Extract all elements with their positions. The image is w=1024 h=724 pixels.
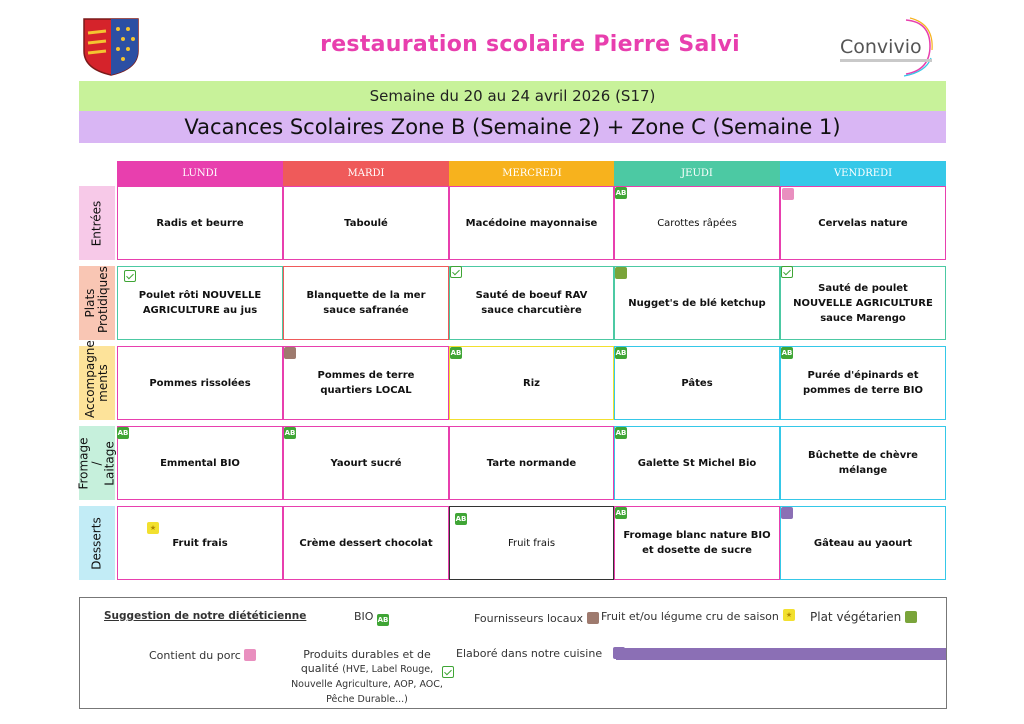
- bio-icon: AB: [377, 616, 389, 624]
- menu-cell: Blanquette de la mer sauce safranée: [283, 266, 449, 340]
- pork-icon: [244, 649, 256, 661]
- logo-text: Convivio: [840, 36, 922, 58]
- menu-cell: Pommes rissolées: [117, 346, 283, 420]
- vegetarian-icon: [615, 267, 627, 279]
- vegetarian-icon: [905, 611, 917, 623]
- bio-icon: AB: [450, 349, 462, 357]
- bio-icon: AB: [615, 429, 627, 437]
- convivio-logo: [836, 14, 936, 78]
- menu-cell: Tarte normande: [449, 426, 614, 500]
- menu-cell: Poulet rôti NOUVELLE AGRICULTURE au jus: [117, 266, 283, 340]
- menu-cell: Cervelas nature: [780, 186, 946, 260]
- bio-icon: AB: [615, 509, 627, 517]
- row-label-entrees: Entrées: [79, 186, 115, 260]
- legend-vegetarian: Plat végétarien: [810, 609, 917, 624]
- bio-icon: AB: [284, 429, 296, 437]
- fruit-icon: ★: [783, 609, 795, 621]
- legend-pork: Contient du porc: [149, 647, 256, 662]
- local-icon: [284, 347, 296, 359]
- menu-cell: Radis et beurre: [117, 186, 283, 260]
- bio-icon: AB: [615, 189, 627, 197]
- town-crest: [82, 17, 140, 77]
- quality-check-icon: [781, 266, 793, 278]
- local-icon: [587, 612, 599, 624]
- fruit-icon: ★: [147, 522, 159, 534]
- bio-icon: AB: [781, 349, 793, 357]
- day-header-mardi: MARDI: [283, 161, 449, 186]
- menu-cell: Fruit frais: [117, 506, 283, 580]
- legend-bio: BIO AB: [354, 610, 389, 624]
- row-label-fromage: Fromage / Laitage: [79, 426, 115, 500]
- legend-suggestion: Suggestion de notre diététicienne: [104, 610, 307, 622]
- menu-cell: Fromage blanc nature BIO et dosette de sucre: [614, 506, 780, 580]
- homemade-icon: [781, 507, 793, 519]
- menu-cell: Nugget's de blé ketchup: [614, 266, 780, 340]
- pork-icon: [782, 188, 794, 200]
- legend-durable: Produits durables et de qualité (HVE, Label Rouge, Nouvelle Agriculture, AOP, AOC, Pêche Durable...): [291, 648, 443, 705]
- day-header-lundi: LUNDI: [117, 161, 283, 186]
- menu-cell: Emmental BIO: [117, 426, 283, 500]
- quality-check-icon: [124, 270, 136, 282]
- menu-cell: Pâtes: [614, 346, 780, 420]
- legend-homemade: Elaboré dans notre cuisine: [456, 647, 603, 660]
- menu-cell: Pommes de terre quartiers LOCAL: [283, 346, 449, 420]
- bio-icon: AB: [615, 349, 627, 357]
- day-header-vendredi: VENDREDI: [780, 161, 946, 186]
- menu-cell: Taboulé: [283, 186, 449, 260]
- bio-icon: AB: [455, 515, 467, 523]
- menu-cell: Sauté de boeuf RAV sauce charcutière: [449, 266, 614, 340]
- menu-cell: Gâteau au yaourt: [780, 506, 946, 580]
- menu-cell: Sauté de poulet NOUVELLE AGRICULTURE sauce Marengo: [780, 266, 946, 340]
- week-band: Semaine du 20 au 24 avril 2026 (S17): [79, 81, 946, 111]
- legend-fruit: Fruit et/ou légume cru de saison: [601, 610, 779, 623]
- row-label-accompagnements: Accompagne ments: [79, 346, 115, 420]
- menu-cell: Galette St Michel Bio: [614, 426, 780, 500]
- legend: [79, 597, 947, 709]
- row-label-desserts: Desserts: [79, 506, 115, 580]
- menu-cell: Fruit frais: [449, 506, 614, 580]
- legend-color-bar: [616, 648, 946, 660]
- menu-cell: Bûchette de chèvre mélange: [780, 426, 946, 500]
- menu-cell: Crème dessert chocolat: [283, 506, 449, 580]
- menu-cell: Riz: [449, 346, 614, 420]
- menu-cell: Yaourt sucré: [283, 426, 449, 500]
- day-header-jeudi: JEUDI: [614, 161, 780, 186]
- menu-cell: Macédoine mayonnaise: [449, 186, 614, 260]
- page-title: restauration scolaire Pierre Salvi: [320, 32, 740, 57]
- menu-cell: Carottes râpées: [614, 186, 780, 260]
- quality-check-icon: [450, 266, 462, 278]
- legend-local: Fournisseurs locaux: [474, 610, 599, 625]
- menu-cell: Purée d'épinards et pommes de terre BIO: [780, 346, 946, 420]
- logo-tagline: [840, 59, 932, 62]
- vacation-band: Vacances Scolaires Zone B (Semaine 2) + Zone C (Semaine 1): [79, 111, 946, 143]
- day-header-mercredi: MERCREDI: [449, 161, 615, 186]
- quality-check-icon: [442, 666, 454, 678]
- bio-icon: AB: [117, 429, 129, 437]
- row-label-plats: Plats Protidiques: [79, 266, 115, 340]
